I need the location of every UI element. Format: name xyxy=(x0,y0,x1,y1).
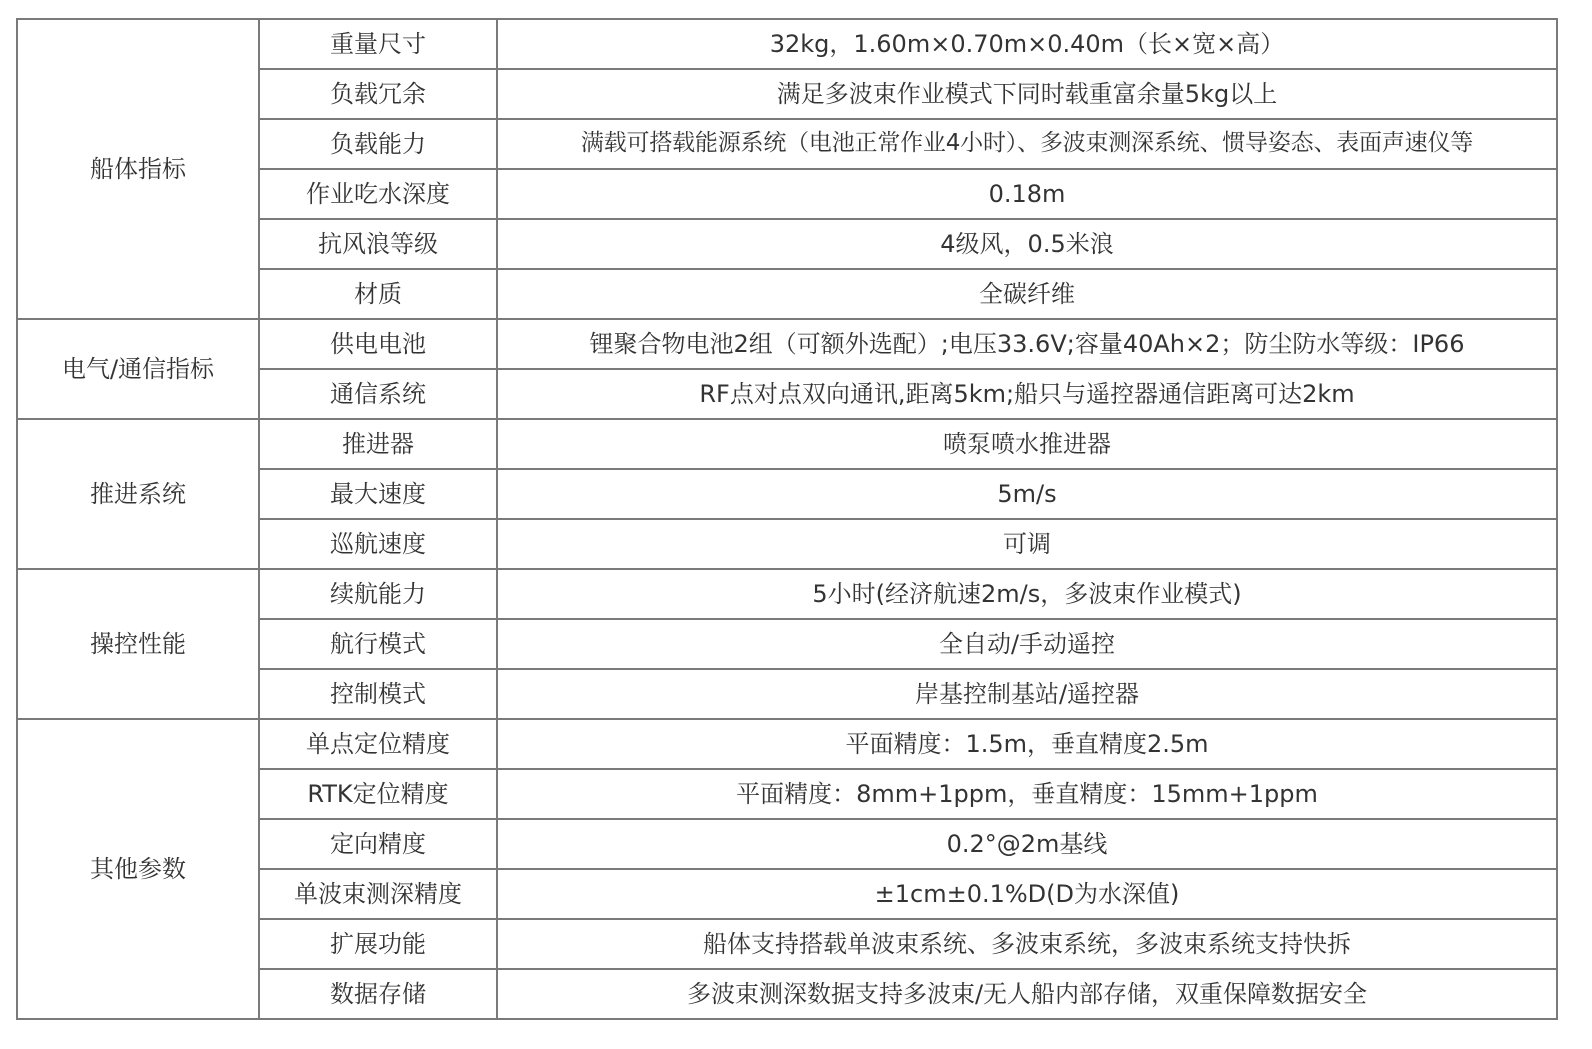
param-cell: 续航能力 xyxy=(259,569,497,619)
category-cell: 操控性能 xyxy=(17,569,259,719)
param-cell: 供电电池 xyxy=(259,319,497,369)
param-cell: 单点定位精度 xyxy=(259,719,497,769)
value-cell: 岸基控制基站/遥控器 xyxy=(497,669,1557,719)
value-cell: 4级风，0.5米浪 xyxy=(497,219,1557,269)
spec-table xyxy=(16,18,1558,1020)
param-cell: 重量尺寸 xyxy=(259,19,497,69)
category-cell: 电气/通信指标 xyxy=(17,319,259,419)
param-cell: 控制模式 xyxy=(259,669,497,719)
param-cell: 单波束测深精度 xyxy=(259,869,497,919)
value-cell: 0.18m xyxy=(497,169,1557,219)
table-row xyxy=(17,19,1557,69)
param-cell: 最大速度 xyxy=(259,469,497,519)
value-cell: 全自动/手动遥控 xyxy=(497,619,1557,669)
category-cell: 船体指标 xyxy=(17,19,259,319)
value-cell: 满载可搭载能源系统（电池正常作业4小时）、多波束测深系统、惯导姿态、表面声速仪等 xyxy=(497,119,1557,169)
param-cell: 通信系统 xyxy=(259,369,497,419)
value-cell: 船体支持搭载单波束系统、多波束系统，多波束系统支持快拆 xyxy=(497,919,1557,969)
value-cell: 平面精度：8mm+1ppm，垂直精度：15mm+1ppm xyxy=(497,769,1557,819)
param-cell: 作业吃水深度 xyxy=(259,169,497,219)
param-cell: 材质 xyxy=(259,269,497,319)
param-cell: 巡航速度 xyxy=(259,519,497,569)
param-cell: 扩展功能 xyxy=(259,919,497,969)
param-cell: RTK定位精度 xyxy=(259,769,497,819)
param-cell: 定向精度 xyxy=(259,819,497,869)
value-cell: 可调 xyxy=(497,519,1557,569)
value-cell: 喷泵喷水推进器 xyxy=(497,419,1557,469)
value-cell: 32kg，1.60m×0.70m×0.40m（长×宽×高） xyxy=(497,19,1557,69)
value-cell: 全碳纤维 xyxy=(497,269,1557,319)
value-cell: RF点对点双向通讯,距离5km;船只与遥控器通信距离可达2km xyxy=(497,369,1557,419)
value-cell: 0.2°@2m基线 xyxy=(497,819,1557,869)
category-cell: 推进系统 xyxy=(17,419,259,569)
table-row xyxy=(17,319,1557,369)
param-cell: 负载能力 xyxy=(259,119,497,169)
table-row xyxy=(17,419,1557,469)
value-cell: 5小时(经济航速2m/s，多波束作业模式) xyxy=(497,569,1557,619)
value-cell: 满足多波束作业模式下同时载重富余量5kg以上 xyxy=(497,69,1557,119)
param-cell: 抗风浪等级 xyxy=(259,219,497,269)
param-cell: 数据存储 xyxy=(259,969,497,1019)
value-cell: 多波束测深数据支持多波束/无人船内部存储，双重保障数据安全 xyxy=(497,969,1557,1019)
table-row xyxy=(17,569,1557,619)
value-cell: 5m/s xyxy=(497,469,1557,519)
param-cell: 负载冗余 xyxy=(259,69,497,119)
table-row xyxy=(17,719,1557,769)
value-cell: 平面精度：1.5m，垂直精度2.5m xyxy=(497,719,1557,769)
category-cell: 其他参数 xyxy=(17,719,259,1019)
param-cell: 推进器 xyxy=(259,419,497,469)
param-cell: 航行模式 xyxy=(259,619,497,669)
value-cell: ±1cm±0.1%D(D为水深值) xyxy=(497,869,1557,919)
value-cell: 锂聚合物电池2组（可额外选配）;电压33.6V;容量40Ah×2；防尘防水等级：IP66 xyxy=(497,319,1557,369)
